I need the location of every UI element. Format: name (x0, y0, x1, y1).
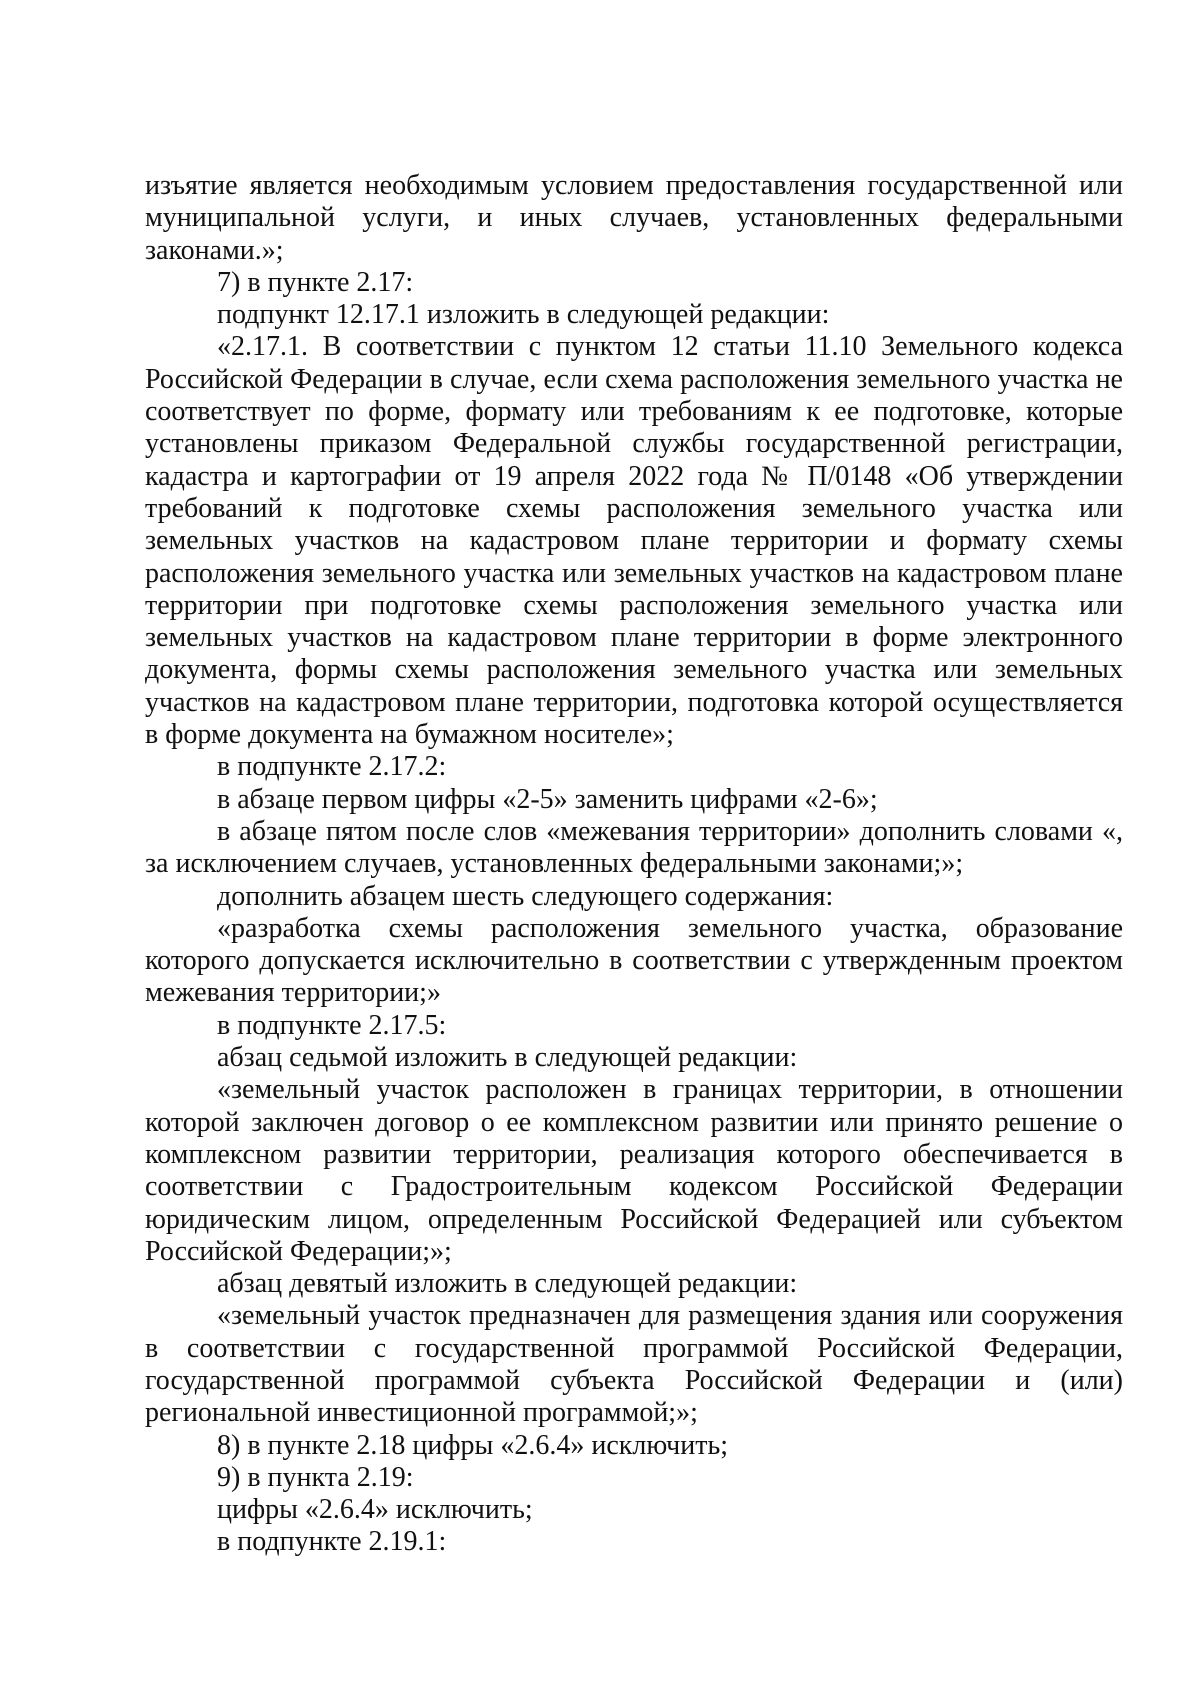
paragraph: цифры «2.6.4» исключить; (217, 1494, 533, 1526)
paragraph: в абзаце первом цифры «2-5» заменить цифрами «2-6»; (217, 783, 878, 815)
paragraph: «2.17.1. В соответствии с пунктом 12 статьи 11.10 Земельного кодекса Российской Федерации в случае, если схема расположения земельного участка не соответствует по форме, формату или требованиям к ее подготовке, которые установлены приказом Федеральной службы государственной регистрации, кадастра и картографии от 19 апреля 2022 года № П/0148 «Об утверждении требований к подготовке схемы расположения земельного участка или земельных участков на кадастровом плане территории и формату схемы расположения земельного участка или земельных участков на кадастровом плане территории при подготовке схемы расположения земельного участка или земельных участков на кадастровом плане территории в форме электронного документа, формы схемы расположения земельного участка или земельных участков на кадастровом плане территории, подготовка которой осуществляется в форме документа на бумажном носителе»; (145, 331, 1123, 751)
paragraph: изъятие является необходимым условием предоставления государственной или муниципальной услуги, и иных случаев, установленных федеральными законами.»; (145, 170, 1123, 266)
paragraph: 9) в пункта 2.19: (217, 1461, 414, 1493)
paragraph: 7) в пункте 2.17: (217, 266, 414, 298)
paragraph: в подпункте 2.17.2: (217, 751, 447, 783)
paragraph: «земельный участок предназначен для размещения здания или сооружения в соответствии с государственной программой Российской Федерации, государственной программой субъекта Российской Федерации и (или) региональной инвестиционной программой;»; (145, 1300, 1123, 1429)
paragraph: в абзаце пятом после слов «межевания территории» дополнить словами «, за исключением случаев, установленных федеральными законами;»; (145, 815, 1123, 880)
paragraph: абзац седьмой изложить в следующей редакции: (217, 1042, 798, 1074)
paragraph: «земельный участок расположен в границах территории, в отношении которой заключен договор о ее комплексном развитии или принято решение о комплексном развитии территории, реализация которого обеспечивается в соответствии с Градостроительным кодексом Российской Федерации юридическим лицом, определенным Российской Федерацией или субъектом Российской Федерации;»; (145, 1074, 1123, 1267)
paragraph: «разработка схемы расположения земельного участка, образование которого допускается исключительно в соответствии с утвержденным проектом межевания территории;» (145, 912, 1123, 1009)
paragraph: в подпункте 2.19.1: (217, 1526, 447, 1558)
paragraph: абзац девятый изложить в следующей редакции: (217, 1268, 798, 1300)
document-body (145, 170, 1123, 1559)
paragraph: дополнить абзацем шесть следующего содержания: (217, 880, 834, 912)
paragraph: подпункт 12.17.1 изложить в следующей редакции: (217, 299, 830, 331)
paragraph: 8) в пункте 2.18 цифры «2.6.4» исключить; (217, 1429, 729, 1461)
paragraph: в подпункте 2.17.5: (217, 1009, 447, 1041)
